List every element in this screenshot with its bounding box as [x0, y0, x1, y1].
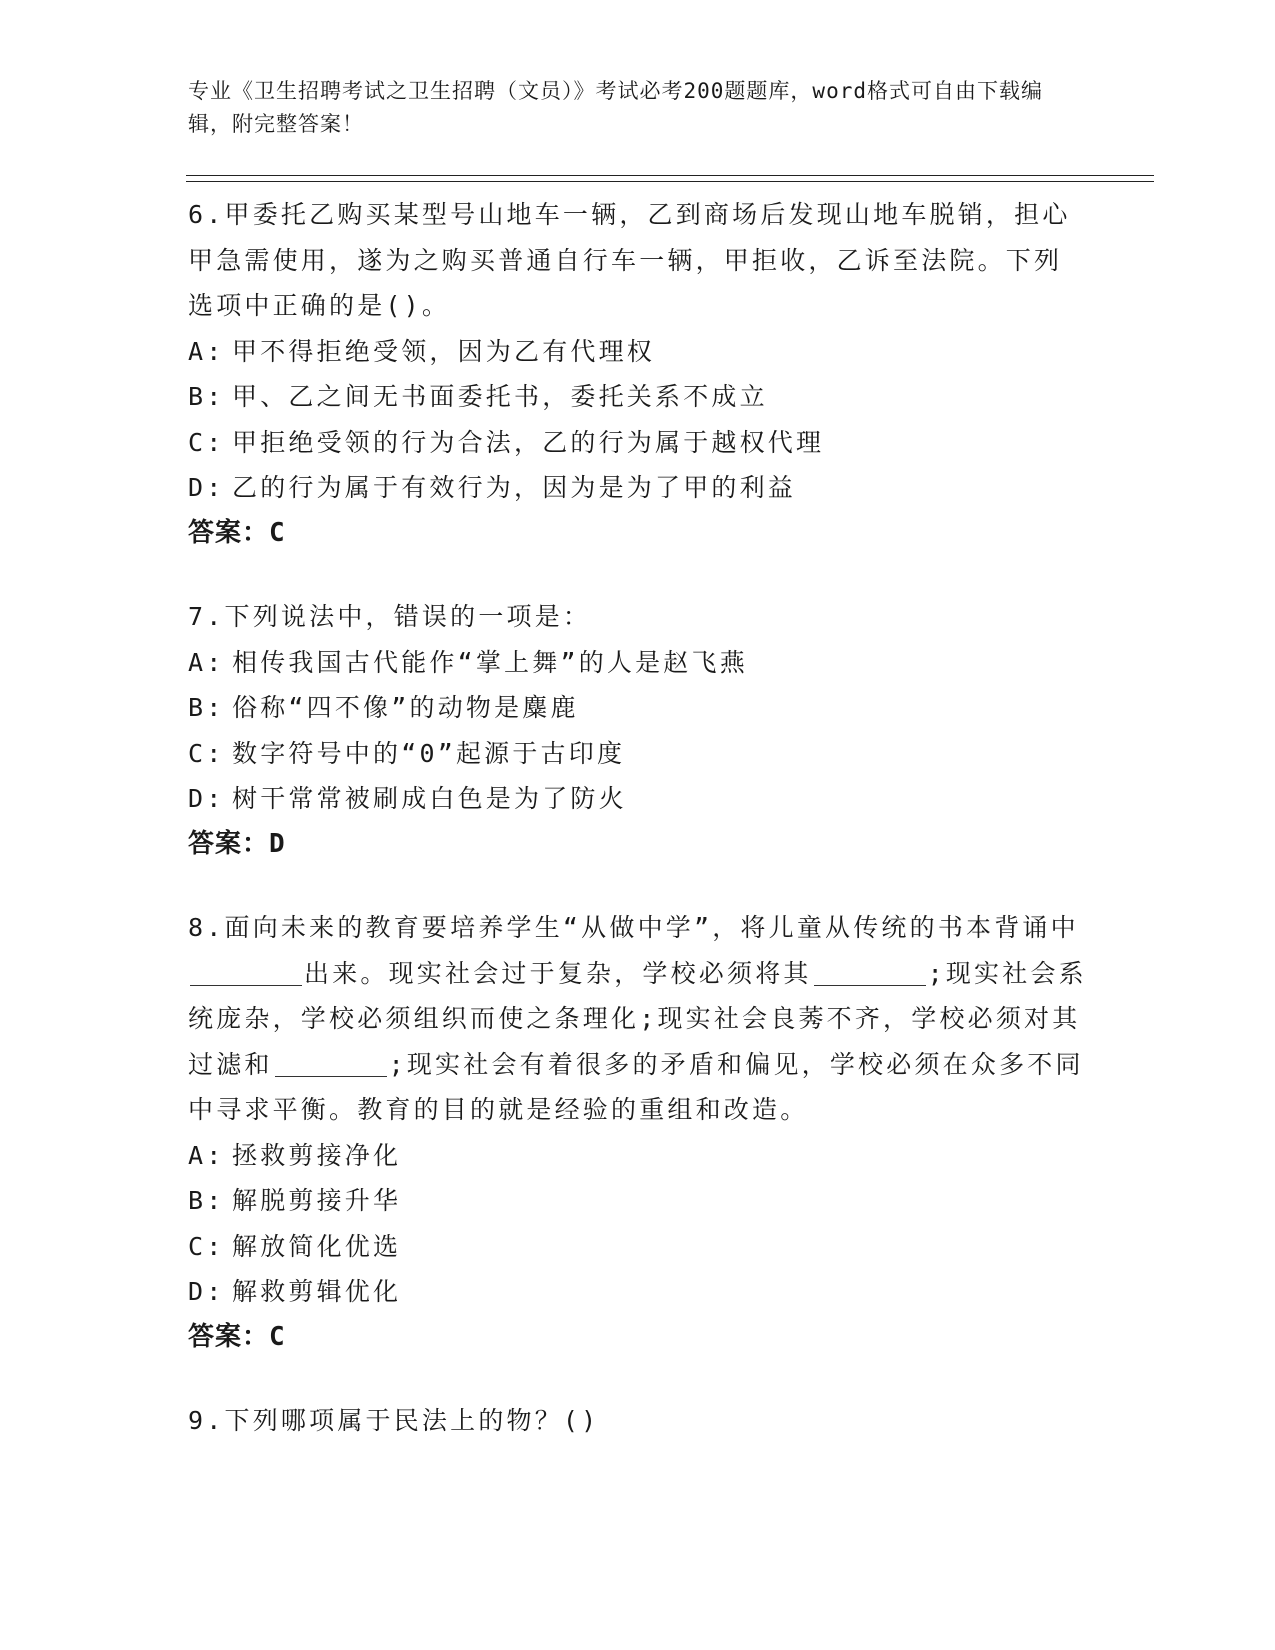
fill-blank [190, 959, 302, 986]
option-d [188, 776, 1088, 822]
option-b [188, 374, 1088, 420]
option-c [188, 1224, 1088, 1270]
option-text: 甲不得拒绝受领，因为乙有代理权 [232, 336, 656, 366]
header-divider-top [186, 175, 1154, 176]
question-number: 6. [188, 200, 225, 229]
option-letter: C: [188, 738, 225, 768]
option-a [188, 1133, 1088, 1179]
question-text-part: ;现实社会有着很多的矛盾和偏见，学校必须在众多不同中寻求平衡。教育的目的就是经验的重组和改造。 [188, 1049, 1084, 1124]
question-stem [188, 1398, 1088, 1444]
answer-line: 答案：D [188, 828, 286, 859]
option-text: 解脱剪接升华 [232, 1186, 402, 1215]
option-text: 相传我国古代能作“掌上舞”的人是赵飞燕 [232, 647, 748, 677]
header-divider-bottom [186, 181, 1154, 182]
question-list [188, 192, 1088, 1482]
question-text: 下列说法中，错误的一项是： [224, 602, 592, 631]
question-6 [188, 192, 1088, 556]
document-header: 专业《卫生招聘考试之卫生招聘（文员）》考试必考200题题库，word格式可自由下载编辑，附完整答案！ [188, 79, 1043, 136]
answer-line: 答案：C [188, 517, 286, 548]
option-text: 解救剪辑优化 [232, 1277, 402, 1306]
question-number: 9. [188, 1406, 225, 1435]
question-stem [188, 192, 1088, 329]
question-text: 下列哪项属于民法上的物？() [224, 1406, 600, 1435]
option-letter: D: [188, 1277, 225, 1306]
option-d [188, 465, 1088, 511]
option-letter: B: [188, 382, 225, 411]
option-letter: D: [188, 473, 225, 502]
fill-blank [275, 1050, 387, 1077]
option-text: 俗称“四不像”的动物是麋鹿 [232, 693, 579, 722]
option-b [188, 1178, 1088, 1224]
option-letter: C: [188, 1231, 225, 1261]
option-letter: B: [188, 693, 225, 722]
question-text-part: 出来。现实社会过于复杂，学校必须将其 [304, 958, 812, 988]
option-letter: C: [188, 427, 225, 457]
option-a [188, 640, 1088, 686]
question-8 [188, 905, 1088, 1360]
option-b [188, 685, 1088, 731]
option-letter: B: [188, 1186, 225, 1215]
option-letter: A: [188, 336, 225, 366]
question-text: 甲委托乙购买某型号山地车一辆，乙到商场后发现山地车脱销，担心甲急需使用，遂为之购买普通自行车一辆，甲拒收，乙诉至法院。下列选项中正确的是()。 [188, 200, 1071, 320]
option-c [188, 731, 1088, 777]
question-text-part: ;现实社会系统庞杂，学校必须组织而使之条理化;现实社会良莠不齐，学校必须对其过滤和 [188, 958, 1087, 1079]
option-c [188, 420, 1088, 466]
question-text-part: 面向未来的教育要培养学生“从做中学”，将儿童从传统的书本背诵中 [224, 913, 1079, 942]
question-stem [188, 905, 1088, 1133]
option-text: 树干常常被刷成白色是为了防火 [232, 784, 627, 813]
option-letter: D: [188, 784, 225, 813]
question-stem [188, 594, 1088, 640]
option-text: 乙的行为属于有效行为，因为是为了甲的利益 [232, 473, 797, 502]
option-text: 数字符号中的“0”起源于古印度 [232, 738, 626, 768]
option-list [188, 640, 1088, 822]
option-text: 甲拒绝受领的行为合法，乙的行为属于越权代理 [232, 427, 825, 457]
question-number: 7. [188, 602, 225, 631]
question-number: 8. [188, 913, 225, 942]
option-list [188, 329, 1088, 511]
option-a [188, 329, 1088, 375]
option-text: 解放简化优选 [232, 1231, 402, 1261]
question-7 [188, 594, 1088, 867]
option-text: 拯救剪接净化 [232, 1140, 402, 1170]
option-letter: A: [188, 1140, 225, 1170]
option-text: 甲、乙之间无书面委托书，委托关系不成立 [232, 382, 768, 411]
option-d [188, 1269, 1088, 1315]
option-list [188, 1133, 1088, 1315]
answer-line: 答案：C [188, 1321, 286, 1352]
question-9 [188, 1398, 1088, 1444]
option-letter: A: [188, 647, 225, 677]
fill-blank [814, 959, 926, 986]
